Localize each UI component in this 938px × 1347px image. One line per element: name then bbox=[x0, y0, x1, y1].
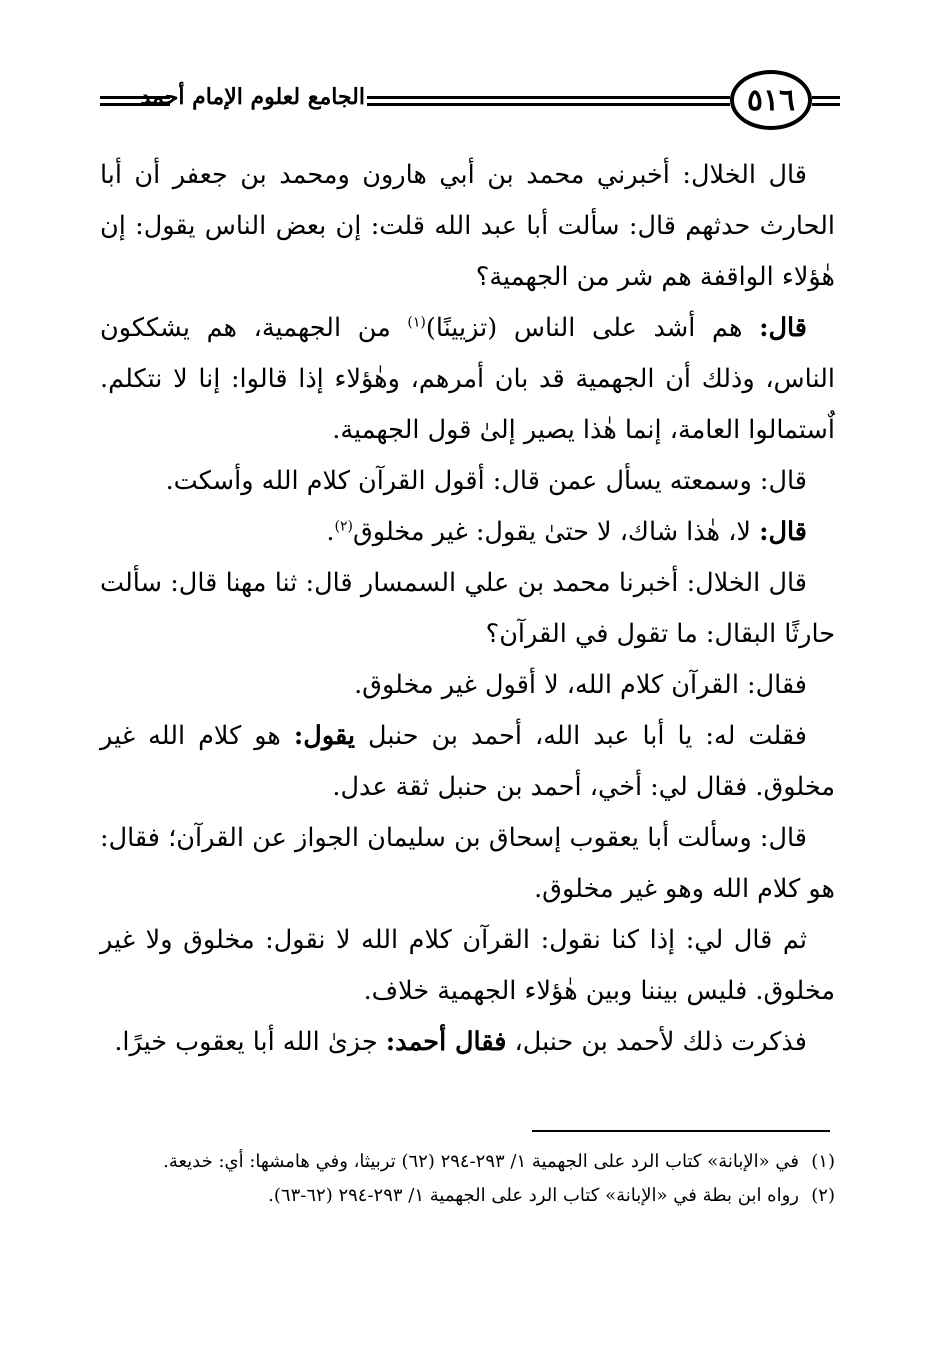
paragraph-4-text-b: . bbox=[326, 517, 335, 547]
footnote-number: (١) bbox=[811, 1151, 835, 1172]
paragraph-9: ثم قال لي: إذا كنا نقول: القرآن كلام الله لا نقول: مخلوق ولا غير مخلوق. فليس بيننا وبين هٰؤلاء الجهمية خلاف. bbox=[100, 925, 835, 1006]
footnote-1 bbox=[100, 1145, 835, 1179]
paragraph-7-bold: يقول: bbox=[293, 721, 356, 751]
running-title: الجامع لعلوم الإمام أحمد bbox=[140, 84, 365, 110]
paragraph-10-text-a: فذكرت ذلك لأحمد بن حنبل، bbox=[514, 1027, 807, 1057]
paragraph-10-bold: فقال أحمد: bbox=[385, 1027, 507, 1057]
footnote-2 bbox=[100, 1179, 835, 1213]
paragraph-8: قال: وسألت أبا يعقوب إسحاق بن سليمان الجواز عن القرآن؛ فقال: هو كلام الله وهو غير مخلوق. bbox=[100, 823, 835, 904]
footnote-ref-1[interactable]: (١) bbox=[407, 314, 426, 331]
paragraph-4 bbox=[100, 507, 835, 558]
footnote-number: (٢) bbox=[811, 1185, 835, 1206]
paragraph-2-text-a: هم أشد على الناس (تزيينًا) bbox=[425, 313, 743, 343]
paragraph-7-text-a: فقلت له: يا أبا عبد الله، أحمد بن حنبل bbox=[368, 721, 807, 751]
speaker-label: قال: bbox=[759, 313, 807, 343]
page-header bbox=[100, 62, 840, 140]
footnote-separator bbox=[532, 1130, 830, 1132]
footnote-text: رواه ابن بطة في «الإبانة» كتاب الرد على الجهمية ١/ ٢٩٣-٢٩٤ (٦٢-٦٣). bbox=[268, 1185, 799, 1206]
paragraph-7 bbox=[100, 711, 835, 813]
paragraph-4-text-a: لا، هٰذا شاك، لا حتىٰ يقول: غير مخلوق bbox=[353, 517, 751, 547]
page-number: ٥١٦ bbox=[730, 70, 812, 130]
paragraph-3: قال: وسمعته يسأل عمن قال: أقول القرآن كلام الله وأسكت. bbox=[165, 466, 807, 496]
paragraph-2-text-b: من الجهمية، هم يشككون الناس، وذلك أن الجهمية قد بان أمرهم، وهٰؤلاء إذا قالوا: إنا لا نتكلم. اٌستمالوا العامة، إنما هٰذا يصير إلىٰ قول الجهمية. bbox=[100, 313, 835, 445]
header-rule-right bbox=[812, 96, 840, 99]
paragraph-6: فقال: القرآن كلام الله، لا أقول غير مخلوق. bbox=[354, 670, 807, 700]
footnote-text: في «الإبانة» كتاب الرد على الجهمية ١/ ٢٩٣-٢٩٤ (٦٢) تربيثا، وفي هامشها: أي: خديعة. bbox=[163, 1151, 799, 1172]
main-text bbox=[100, 150, 835, 1068]
paragraph-5: قال الخلال: أخبرنا محمد بن علي السمسار قال: ثنا مهنا قال: سألت حارثًا البقال: ما تقول في القرآن؟ bbox=[100, 568, 835, 649]
paragraph-10 bbox=[100, 1017, 835, 1068]
header-rule-middle bbox=[367, 96, 730, 99]
paragraph-1: قال الخلال: أخبرني محمد بن أبي هارون ومحمد بن جعفر أن أبا الحارث حدثهم قال: سألت أبا عبد الله قلت: إن بعض الناس يقول: إن هٰؤلاء الواقفة هم شر من الجهمية؟ bbox=[100, 160, 835, 292]
footnote-ref-2[interactable]: (٢) bbox=[334, 518, 353, 535]
paragraph-7-text-b: هو كلام الله غير مخلوق. فقال لي: أخي، أحمد بن حنبل ثقة عدل. bbox=[100, 721, 835, 802]
speaker-label: قال: bbox=[759, 517, 807, 547]
footnotes bbox=[100, 1145, 835, 1213]
paragraph-10-text-b: جزىٰ الله أبا يعقوب خيرًا. bbox=[114, 1027, 378, 1057]
paragraph-2 bbox=[100, 303, 835, 456]
